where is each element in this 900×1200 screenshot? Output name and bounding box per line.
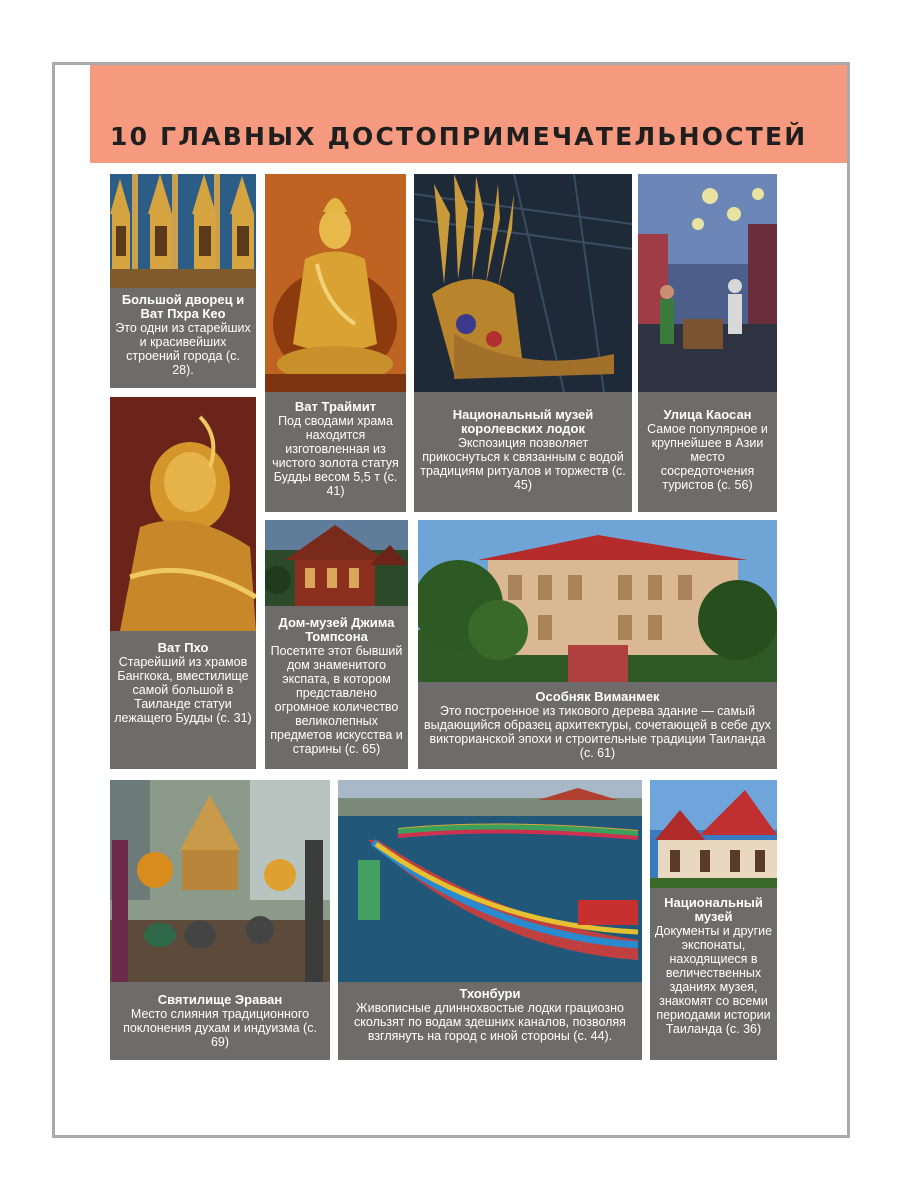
sight-text: Место слияния традиционного поклонения духам и индуизма (с. 69) (123, 1007, 317, 1049)
national-museum-photo (650, 780, 777, 888)
sight-text: Посетите этот бывший дом знаменитого экспата, в котором представлено огромное количество великолепных предметов искусства и старины (с. 65) (270, 644, 403, 756)
wat-traimit-photo (265, 174, 406, 392)
erawan-shrine-photo (110, 780, 330, 982)
wat-pho-photo (110, 397, 256, 631)
sight-text: Документы и другие экспонаты, находящиеся в величественных зданиях музея, знакомят со всеми периодами истории Таиланда (с. 36) (654, 924, 773, 1036)
sight-title: Национальный музей (664, 895, 763, 924)
sight-title: Улица Каосан (663, 407, 752, 422)
page-title: 10 ГЛАВНЫХ ДОСТОПРИМЕЧАТЕЛЬНОСТЕЙ (110, 122, 808, 151)
grand-palace-photo (110, 174, 256, 288)
vimanmek-mansion-caption (418, 682, 777, 769)
national-museum-caption (650, 888, 777, 1060)
khaosan-road-photo (638, 174, 777, 392)
jim-thompson-house-photo (265, 520, 408, 606)
grand-palace-caption (110, 288, 256, 388)
royal-barges-caption (414, 392, 632, 512)
thonburi-photo (338, 780, 642, 982)
sight-text: Самое популярное и крупнейшее в Азии место сосредоточения туристов (с. 56) (647, 422, 768, 492)
sight-text: Под сводами храма находится изготовленная из чистого золота статуя Будды весом 5,5 т (с. 41) (272, 414, 399, 498)
sight-title: Дом-музей Джима Томпсона (278, 615, 395, 644)
sight-text: Это построенное из тикового дерева здание — самый выдающийся образец архитектуры, сочетающей в себе дух викторианской эпохи и строительные традиции Таиланда (с. 61) (423, 704, 772, 760)
wat-pho-caption (110, 631, 256, 769)
erawan-shrine-caption (110, 982, 330, 1060)
royal-barges-photo (414, 174, 632, 392)
jim-thompson-house-caption (265, 606, 408, 769)
sight-title: Большой дворец и Ват Пхра Кео (121, 292, 245, 321)
thonburi-caption (338, 982, 642, 1060)
sight-title: Национальный музей королевских лодок (452, 407, 594, 436)
sight-text: Экспозиция позволяет прикоснуться к связанным с водой традициям ритуалов и торжеств (с. 45) (420, 436, 626, 492)
sight-text: Живописные длиннохвостые лодки грациозно скользят по водам здешних каналов, позволяя взглянуть на город с иной стороны (с. 44). (354, 1001, 626, 1043)
vimanmek-mansion-photo (418, 520, 777, 682)
sight-title: Ват Траймит (294, 399, 377, 414)
sight-title: Тхонбури (459, 986, 521, 1001)
sight-text: Старейший из храмов Бангкока, вместилище самой большой в Таиланде статуи лежащего Будды (с. 31) (114, 655, 252, 725)
sight-title: Особняк Виманмек (535, 689, 660, 704)
khaosan-road-caption (638, 392, 777, 512)
sight-title: Ват Пхо (157, 640, 209, 655)
sight-title: Святилище Эраван (157, 992, 283, 1007)
sight-text: Это одни из старейших и красивейших строений города (с. 28). (115, 321, 251, 377)
wat-traimit-caption (265, 392, 406, 512)
